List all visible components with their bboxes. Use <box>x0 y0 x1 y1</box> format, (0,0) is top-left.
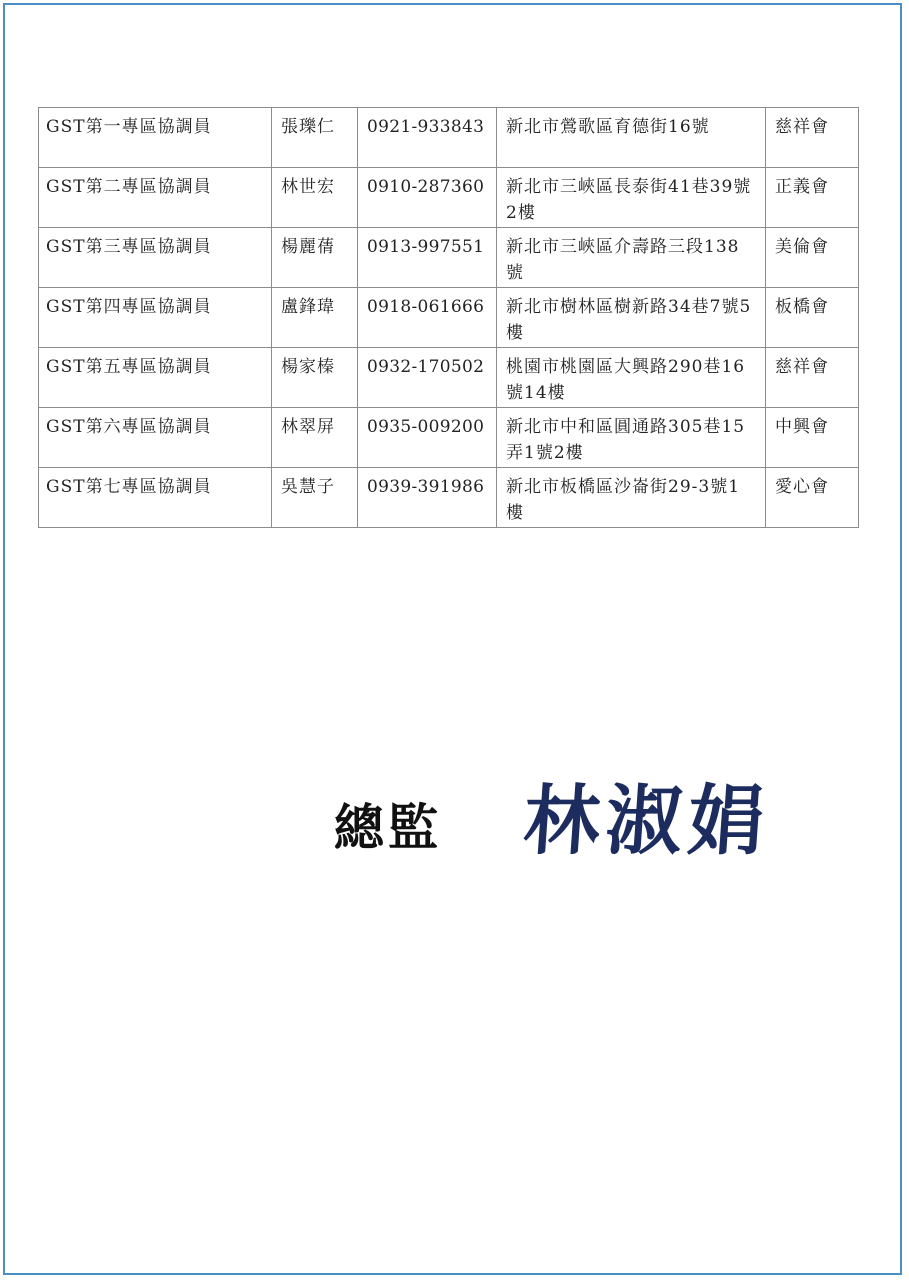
address-cell: 新北市樹林區樹新路34巷7號5樓 <box>497 288 766 348</box>
position-cell: GST第二專區協調員 <box>39 168 272 228</box>
signature-title: 總監 <box>334 798 442 857</box>
phone-cell: 0921-933843 <box>358 108 497 168</box>
coordinator-table <box>38 107 859 528</box>
table-row <box>39 288 859 348</box>
address-cell: 新北市板橋區沙崙街29-3號1樓 <box>497 468 766 528</box>
name-cell: 楊家榛 <box>272 348 358 408</box>
phone-cell: 0932-170502 <box>358 348 497 408</box>
table-row <box>39 168 859 228</box>
phone-cell: 0913-997551 <box>358 228 497 288</box>
club-cell: 美倫會 <box>766 228 859 288</box>
position-cell: GST第五專區協調員 <box>39 348 272 408</box>
phone-cell: 0935-009200 <box>358 408 497 468</box>
name-cell: 盧鋒瑋 <box>272 288 358 348</box>
club-cell: 愛心會 <box>766 468 859 528</box>
table-row <box>39 228 859 288</box>
name-cell: 林世宏 <box>272 168 358 228</box>
club-cell: 慈祥會 <box>766 348 859 408</box>
table-row <box>39 108 859 168</box>
position-cell: GST第三專區協調員 <box>39 228 272 288</box>
address-cell: 桃園市桃園區大興路290巷16號14樓 <box>497 348 766 408</box>
phone-cell: 0910-287360 <box>358 168 497 228</box>
address-cell: 新北市三峽區長泰街41巷39號2樓 <box>497 168 766 228</box>
club-cell: 中興會 <box>766 408 859 468</box>
name-cell: 張瓅仁 <box>272 108 358 168</box>
name-cell: 林翠屏 <box>272 408 358 468</box>
position-cell: GST第四專區協調員 <box>39 288 272 348</box>
position-cell: GST第七專區協調員 <box>39 468 272 528</box>
club-cell: 正義會 <box>766 168 859 228</box>
name-cell: 吳慧子 <box>272 468 358 528</box>
table-row <box>39 468 859 528</box>
address-cell: 新北市鶯歌區育德街16號 <box>497 108 766 168</box>
address-cell: 新北市三峽區介壽路三段138號 <box>497 228 766 288</box>
name-cell: 楊麗蒨 <box>272 228 358 288</box>
position-cell: GST第六專區協調員 <box>39 408 272 468</box>
signature-block <box>330 770 810 880</box>
phone-cell: 0918-061666 <box>358 288 497 348</box>
table-row <box>39 348 859 408</box>
club-cell: 板橋會 <box>766 288 859 348</box>
signature-name: 林淑娟 <box>520 776 774 865</box>
phone-cell: 0939-391986 <box>358 468 497 528</box>
position-cell: GST第一專區協調員 <box>39 108 272 168</box>
address-cell: 新北市中和區圓通路305巷15弄1號2樓 <box>497 408 766 468</box>
club-cell: 慈祥會 <box>766 108 859 168</box>
table-row <box>39 408 859 468</box>
